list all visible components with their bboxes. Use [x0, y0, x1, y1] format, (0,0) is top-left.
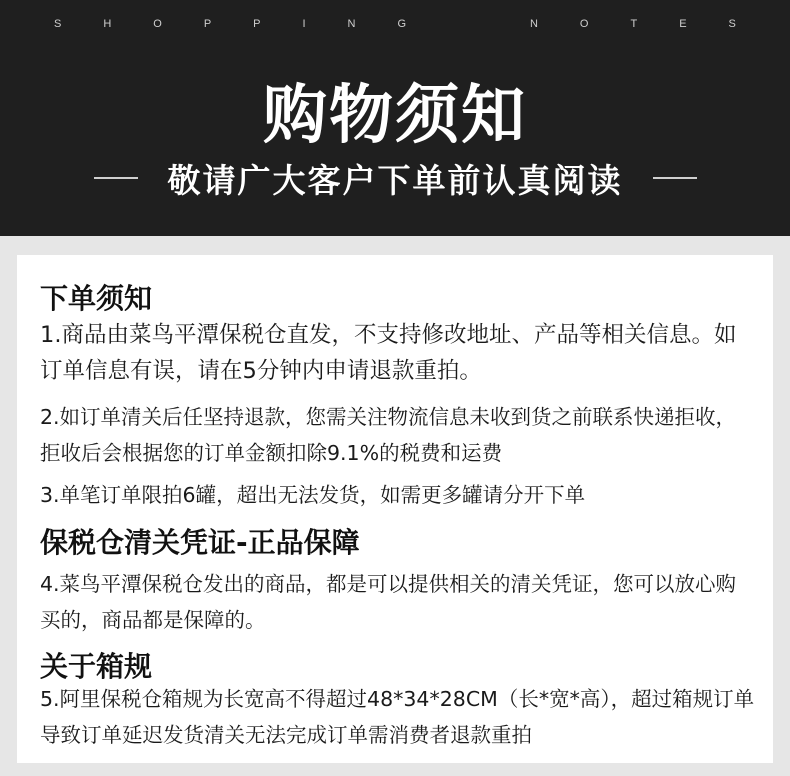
paragraph-4: 4.菜鸟平潭保税仓发出的商品，都是可以提供相关的清关凭证，您可以放心购买的，商品都是保障的。	[40, 572, 737, 632]
letter: O	[153, 18, 162, 30]
letter: S	[728, 18, 736, 30]
letter: N	[529, 18, 538, 30]
letter: P	[203, 18, 212, 30]
paragraph-2: 2.如订单清关后任坚持退款，您需关注物流信息未收到货之前联系快递拒收，拒收后会根据您的订单金额扣除9.1%的税费和运费	[40, 405, 737, 465]
paragraph-5: 5.阿里保税仓箱规为长宽高不得超过48*34*28CM（长*宽*高），超过箱规订单导致订单延迟发货清关无法完成订单需消费者退款重拍	[40, 687, 755, 747]
tagline: 敬请广大客户下单前认真阅读	[167, 160, 623, 200]
tagline-row	[0, 156, 790, 200]
letter: O	[579, 18, 589, 30]
letter: I	[302, 18, 306, 30]
letter: N	[347, 18, 356, 30]
letter: S	[54, 18, 62, 30]
letter: H	[103, 18, 112, 30]
section-title-box-rules: 关于箱规	[40, 650, 153, 683]
page-title: 购物须知	[263, 79, 527, 153]
notice-panel	[17, 255, 773, 763]
letter: G	[397, 18, 407, 30]
section-title-customs: 保税仓清关凭证-正品保障	[40, 526, 360, 559]
divider-right	[653, 177, 697, 179]
letter: E	[679, 18, 687, 30]
header-banner	[0, 0, 790, 236]
section-title-ordering: 下单须知	[40, 282, 153, 315]
paragraph-3: 3.单笔订单限拍6罐，超出无法发货，如需更多罐请分开下单	[40, 483, 586, 507]
letter: P	[253, 18, 261, 30]
english-subtitle	[0, 18, 790, 30]
paragraph-1: 1.商品由菜鸟平潭保税仓直发，不支持修改地址、产品等相关信息。如订单信息有误，请在5分钟内申请退款重拍。	[40, 322, 737, 384]
divider-left	[94, 177, 138, 179]
letter: T	[630, 18, 638, 30]
